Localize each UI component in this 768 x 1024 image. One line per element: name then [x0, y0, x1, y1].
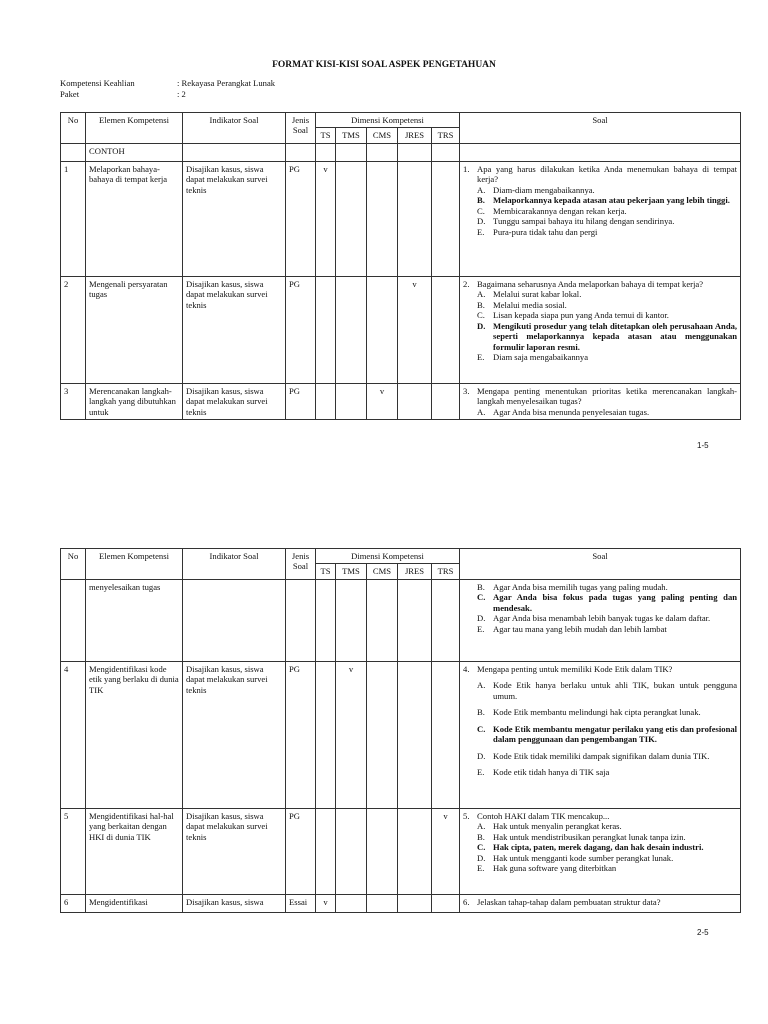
dim-mark: [398, 808, 432, 894]
question-number: 5.: [463, 810, 470, 821]
options-list: [477, 185, 737, 237]
option-item-correct: [477, 724, 737, 745]
row-jenis: PG: [286, 276, 316, 383]
option-item: [477, 310, 737, 320]
row-indikator: Disajikan kasus, siswa dapat melakukan survei teknis: [183, 808, 286, 894]
dim-mark: [432, 579, 460, 661]
question-text: [463, 664, 737, 674]
row-jenis: PG: [286, 808, 316, 894]
question-cell: [460, 276, 741, 383]
option-key: D.: [477, 750, 486, 761]
row-elemen: menyelesaikan tugas: [86, 579, 183, 661]
row-jenis: PG: [286, 661, 316, 808]
header-dim-cms: CMS: [367, 128, 398, 143]
option-text: Lisan kepada siapa pun yang Anda temui di kantor.: [493, 310, 669, 321]
dim-mark: [432, 383, 460, 419]
row-indikator: [183, 579, 286, 661]
question-cell: [460, 894, 741, 912]
option-item: [477, 832, 737, 842]
row-elemen: Mengenali persyaratan tugas: [86, 276, 183, 383]
table-row: [61, 161, 741, 276]
header-soal: Soal: [460, 549, 741, 580]
option-text: Diam saja mengabaikannya: [493, 352, 589, 363]
question-text: [463, 279, 737, 289]
row-no: 3: [61, 383, 86, 419]
dim-mark: [316, 276, 336, 383]
row-no: 5: [61, 808, 86, 894]
dim-mark: [367, 808, 398, 894]
option-text: Kode etik tidah hanya di TIK saja: [493, 767, 610, 778]
option-item: [477, 751, 737, 761]
question-cell: [460, 808, 741, 894]
header-dim-cms: CMS: [367, 564, 398, 579]
header-soal: Soal: [460, 113, 741, 144]
question-cell: [460, 161, 741, 276]
option-key: C.: [477, 842, 486, 853]
page-number: 2-5: [697, 928, 709, 937]
options-list: [477, 289, 737, 362]
option-key: B.: [477, 299, 485, 310]
option-item: [477, 300, 737, 310]
dim-mark: [398, 161, 432, 276]
option-text: Kode Etik membantu mengatur perilaku yang etis dan profesional dalam penggunaan dan pengembangan TIK.: [493, 723, 738, 745]
header-no: No: [61, 113, 86, 144]
table-row: [61, 808, 741, 894]
table-row: [61, 579, 741, 661]
dim-mark: [432, 894, 460, 912]
row-indikator: Disajikan kasus, siswa dapat melakukan survei teknis: [183, 661, 286, 808]
option-text: Kode Etik membantu melindungi hak cipta perangkat lunak.: [493, 707, 701, 718]
kisi-table-page-1: [60, 112, 741, 420]
header-dim-ts: TS: [316, 128, 336, 143]
option-item: [477, 289, 737, 299]
option-text: Diam-diam mengabaikannya.: [493, 184, 595, 195]
question-cell: [460, 383, 741, 419]
option-text: Agar tau mana yang lebih mudah dan lebih lambat: [493, 623, 667, 634]
option-text: Mengikuti prosedur yang telah ditetapkan oleh perusahaan Anda, seperti melaporkannya kepada atasan atau menggunakan formulir laporan resmi.: [493, 320, 738, 352]
row-no: 4: [61, 661, 86, 808]
question-stem: Apa yang harus dilakukan ketika Anda menemukan bahaya di tempat kerja?: [477, 163, 738, 185]
question-number: 4.: [463, 663, 470, 674]
meta-value: : 2: [177, 89, 186, 99]
dim-mark: [316, 661, 336, 808]
option-key: B.: [477, 581, 485, 592]
header-dim-jres: JRES: [398, 564, 432, 579]
meta-label: Paket: [60, 89, 80, 99]
option-item: [477, 707, 737, 717]
dim-mark: [432, 661, 460, 808]
option-item: [477, 613, 737, 623]
dim-mark: [336, 276, 367, 383]
dim-mark: v: [398, 276, 432, 383]
kisi-table-page-2: [60, 548, 741, 913]
option-key: D.: [477, 320, 486, 331]
header-elemen: Elemen Kompetensi: [86, 113, 183, 144]
row-indikator: Disajikan kasus, siswa: [183, 894, 286, 912]
option-key: A.: [477, 680, 486, 691]
option-key: A.: [477, 406, 486, 417]
option-item: [477, 227, 737, 237]
option-item: [477, 821, 737, 831]
option-item-correct: [477, 321, 737, 352]
option-key: B.: [477, 831, 485, 842]
option-text: Agar Anda bisa menunda penyelesaian tugas.: [493, 406, 650, 417]
dim-mark: [398, 383, 432, 419]
contoh-row: [61, 143, 741, 161]
row-jenis: PG: [286, 161, 316, 276]
row-elemen: Merencanakan langkah-langkah yang dibutuhkan untuk: [86, 383, 183, 419]
header-dim-tms: TMS: [336, 564, 367, 579]
meta-row-kompetensi: [60, 78, 460, 89]
option-text: Agar Anda bisa fokus pada tugas yang paling penting dan mendesak.: [493, 592, 738, 613]
option-text: Hak cipta, paten, merek dagang, dan hak desain industri.: [493, 842, 704, 853]
option-item: [477, 582, 737, 592]
option-item: [477, 853, 737, 863]
header-dim-trs: TRS: [432, 128, 460, 143]
options-list: [477, 407, 737, 417]
row-indikator: Disajikan kasus, siswa dapat melakukan survei teknis: [183, 276, 286, 383]
option-item: [477, 767, 737, 777]
dim-mark: [398, 579, 432, 661]
dim-mark: [367, 276, 398, 383]
dim-mark: [398, 661, 432, 808]
option-text: Melalui media sosial.: [493, 299, 567, 310]
header-jenis: Jenis Soal: [286, 113, 316, 144]
option-text: Hak untuk menyalin perangkat keras.: [493, 821, 622, 832]
row-jenis: PG: [286, 383, 316, 419]
dim-mark: [336, 808, 367, 894]
option-key: D.: [477, 613, 486, 624]
option-key: C.: [477, 310, 485, 321]
option-text: Hak guna software yang diterbitkan: [493, 863, 617, 874]
option-text: Agar Anda bisa memilih tugas yang paling mudah.: [493, 581, 668, 592]
question-stem: Contoh HAKI dalam TIK mencakup...: [477, 810, 610, 821]
row-elemen: Mengidentifikasi hal-hal yang berkaitan dengan HKI di dunia TIK: [86, 808, 183, 894]
row-elemen: Mengidentifikasi: [86, 894, 183, 912]
option-item-correct: [477, 842, 737, 852]
option-key: E.: [477, 767, 485, 778]
options-list: [477, 680, 737, 777]
option-key: D.: [477, 216, 486, 227]
header-dim-trs: TRS: [432, 564, 460, 579]
header-indikator: Indikator Soal: [183, 113, 286, 144]
dim-mark: v: [316, 894, 336, 912]
option-key: E.: [477, 623, 485, 634]
question-number: 2.: [463, 278, 470, 289]
option-text: Hak untuk mendistribusikan perangkat lunak tanpa izin.: [493, 831, 686, 842]
question-number: 6.: [463, 896, 470, 907]
dim-mark: [398, 894, 432, 912]
row-elemen: Mengidentifikasi kode etik yang berlaku di dunia TIK: [86, 661, 183, 808]
option-item: [477, 863, 737, 873]
option-item: [477, 206, 737, 216]
option-key: B.: [477, 195, 485, 206]
header-indikator: Indikator Soal: [183, 549, 286, 580]
dim-mark: [367, 661, 398, 808]
option-item: [477, 216, 737, 226]
meta-value: : Rekayasa Perangkat Lunak: [177, 78, 276, 88]
dim-mark: v: [367, 383, 398, 419]
table-row: [61, 383, 741, 419]
row-jenis: Essai: [286, 894, 316, 912]
option-text: Melalui surat kabar lokal.: [493, 289, 582, 300]
question-text: [463, 811, 737, 821]
header-no: No: [61, 549, 86, 580]
option-key: A.: [477, 289, 486, 300]
option-item-correct: [477, 592, 737, 613]
row-no: 2: [61, 276, 86, 383]
row-no: 1: [61, 161, 86, 276]
question-cell: [460, 579, 741, 661]
option-key: C.: [477, 205, 485, 216]
question-stem: Jelaskan tahap-tahap dalam pembuatan struktur data?: [477, 896, 661, 907]
header-dim-jres: JRES: [398, 128, 432, 143]
option-key: C.: [477, 592, 486, 603]
page-number: 1-5: [697, 441, 709, 450]
option-text: Melaporkannya kepada atasan atau pekerjaan yang lebih tinggi.: [493, 195, 730, 206]
option-key: A.: [477, 184, 486, 195]
contoh-label: CONTOH: [86, 143, 183, 161]
dim-mark: [432, 161, 460, 276]
option-item: [477, 407, 737, 417]
meta-label: Kompetensi Keahlian: [60, 78, 135, 88]
question-number: 1.: [463, 163, 470, 174]
table-row: [61, 894, 741, 912]
option-text: Kode Etik hanya berlaku untuk ahli TIK, bukan untuk pengguna umum.: [493, 680, 738, 701]
question-cell: [460, 661, 741, 808]
meta-row-paket: [60, 89, 460, 100]
option-text: Agar Anda bisa menambah lebih banyak tugas ke dalam daftar.: [493, 613, 711, 624]
option-key: E.: [477, 863, 485, 874]
header-dim-tms: TMS: [336, 128, 367, 143]
option-item-correct: [477, 195, 737, 205]
option-key: A.: [477, 821, 486, 832]
option-item: [477, 624, 737, 634]
question-number: 3.: [463, 385, 470, 396]
dim-mark: [367, 894, 398, 912]
options-list: [477, 821, 737, 873]
option-text: Hak untuk mengganti kode sumber perangkat lunak.: [493, 852, 674, 863]
dim-mark: [367, 161, 398, 276]
row-no: [61, 579, 86, 661]
row-indikator: Disajikan kasus, siswa dapat melakukan survei teknis: [183, 383, 286, 419]
option-item: [477, 352, 737, 362]
row-jenis: [286, 579, 316, 661]
header-jenis: Jenis Soal: [286, 549, 316, 580]
document-title: FORMAT KISI-KISI SOAL ASPEK PENGETAHUAN: [272, 60, 496, 70]
option-item: [477, 185, 737, 195]
dim-mark: [367, 579, 398, 661]
question-text: [463, 164, 737, 185]
table-row: [61, 276, 741, 383]
table-row: [61, 661, 741, 808]
option-key: C.: [477, 723, 486, 734]
question-stem: Bagaimana seharusnya Anda melaporkan bahaya di tempat kerja?: [477, 278, 704, 289]
dim-mark: v: [316, 161, 336, 276]
dim-mark: [316, 579, 336, 661]
header-dimensi: Dimensi Kompetensi: [316, 113, 460, 128]
dim-mark: [432, 276, 460, 383]
question-text: [463, 386, 737, 407]
option-key: D.: [477, 852, 486, 863]
dim-mark: v: [336, 661, 367, 808]
row-elemen: Melaporkan bahaya-bahaya di tempat kerja: [86, 161, 183, 276]
row-indikator: Disajikan kasus, siswa dapat melakukan survei teknis: [183, 161, 286, 276]
header-dim-ts: TS: [316, 564, 336, 579]
dim-mark: [336, 579, 367, 661]
option-key: B.: [477, 707, 485, 718]
dim-mark: [316, 808, 336, 894]
dim-mark: v: [432, 808, 460, 894]
question-text: [463, 897, 737, 907]
header-elemen: Elemen Kompetensi: [86, 549, 183, 580]
dim-mark: [316, 383, 336, 419]
option-text: Tunggu sampai bahaya itu hilang dengan sendirinya.: [493, 216, 675, 227]
question-stem: Mengapa penting untuk memiliki Kode Etik dalam TIK?: [477, 663, 673, 674]
question-stem: Mengapa penting menentukan prioritas ketika merencanakan langkah-langkah menyelesaikan tugas?: [477, 385, 738, 407]
dim-mark: [336, 161, 367, 276]
option-item: [477, 680, 737, 701]
option-key: E.: [477, 226, 485, 237]
dim-mark: [336, 894, 367, 912]
option-text: Membicarakannya dengan rekan kerja.: [493, 205, 627, 216]
option-text: Kode Etik tidak memiliki dampak signifikan dalam dunia TIK.: [493, 750, 710, 761]
meta-block: [60, 78, 460, 100]
options-list: [477, 582, 737, 634]
header-dimensi: Dimensi Kompetensi: [316, 549, 460, 564]
row-no: 6: [61, 894, 86, 912]
option-text: Pura-pura tidak tahu dan pergi: [493, 226, 598, 237]
dim-mark: [336, 383, 367, 419]
option-key: E.: [477, 352, 485, 363]
